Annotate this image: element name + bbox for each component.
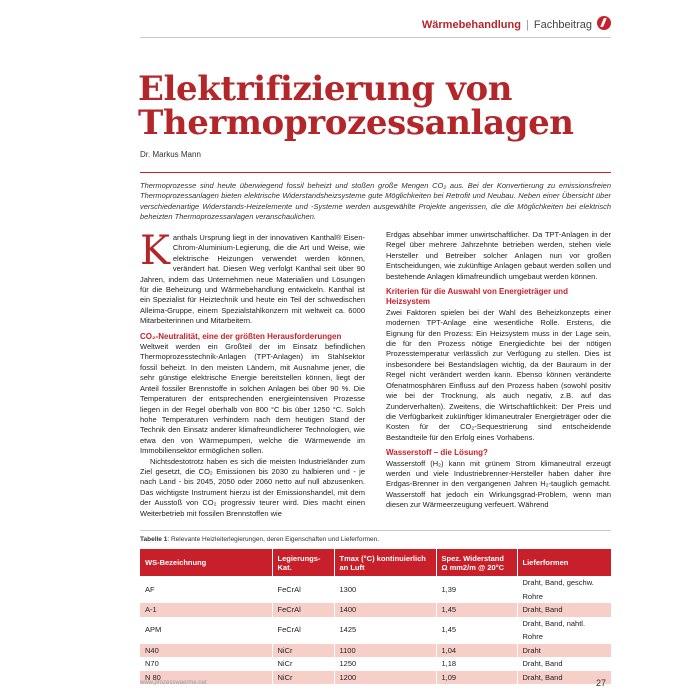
column-left: [140, 228, 365, 519]
table-cell: APM: [140, 617, 272, 644]
section-header: [422, 19, 592, 31]
header-divider: [140, 37, 611, 38]
table-cell: 1200: [334, 671, 436, 685]
table-header-row: [140, 549, 611, 576]
table-caption: [140, 536, 611, 543]
caption-text: : Relevante Heizleiterlegierungen, deren Eigenschaften und Lieferformen.: [167, 536, 380, 543]
table-cell: 1,09: [436, 671, 517, 685]
table-cell: 1300: [334, 576, 436, 603]
column-right: [386, 230, 611, 511]
intro-paragraph: [140, 228, 365, 327]
subheading-hydrogen: Wasserstoff – die Lösung?: [386, 448, 488, 458]
category-label: Fachbeitrag: [533, 19, 592, 31]
table-row: [140, 671, 611, 685]
section-label: Wärmebehandlung: [421, 19, 521, 31]
column-header: Lieferformen: [517, 549, 611, 576]
author-line: Dr. Markus Mann: [140, 150, 201, 159]
table-cell: N40: [140, 644, 272, 658]
drop-cap: K: [140, 228, 170, 274]
table-cell: 1,45: [436, 617, 517, 644]
table-cell: AF: [140, 576, 272, 603]
table-row: [140, 657, 611, 671]
table-cell: FeCrAl: [272, 617, 334, 644]
table-cell: 1,45: [436, 603, 517, 617]
table-cell: NiCr: [272, 657, 334, 671]
column-header: Spez. Widerstand Ω mm2/m @ 20°C: [436, 549, 517, 576]
table-cell: 1,04: [436, 644, 517, 658]
table-cell: Draht, Band: [517, 657, 611, 671]
caption-label: Tabelle 1: [140, 536, 168, 543]
table-cell: A-1: [140, 603, 272, 617]
body-paragraph: Zwei Faktoren spielen bei der Wahl des Beheizkonzepts einer modernen TPT-Anlage eine wesentliche Rolle. Erstens, die Eignung für den Prozess: Ein Heizsystem muss in der Lage sein, die für den Prozess nötige Energiedichte bei der nötigen Prozesstemperatur verlässlich zur Verfügung zu stellen. Dies ist insbesondere bei Bestandslagen wichtig, da der Bauraum in der Regel nicht verändert werden kann. Ebenso können veränderte Ofenatmosphären Einfluss auf den Prozess haben (sowohl positiv wie bei der Trocknung, als auch negativ, z.B. auf das Zunderverhalten). Zweitens, die Wirtschaftlichkeit: Der Preis und die Verfügbarkeit zukünftiger klimaneutraler Energieträger oder die Kosten für der CO₂-Sequestrierung sind entscheidende Bestandteile für den Erfolg eines Vorhabens.: [386, 307, 611, 442]
column-header: Legierungs-Kat.: [272, 549, 334, 576]
column-header: Tmax (°C) kontinuierlich an Luft: [334, 549, 436, 576]
body-paragraph: Erdgas absehbar immer unwirtschaftlicher. Da TPT-Anlagen in der Regel über mehrere Jahrzehnte betrieben werden, stehen viele Hersteller und Betreiber solcher Anlagen nun vor großen Entscheidungen, wie zukünftige Anlagen gebaut werden sollen und bestehende Anlagen klimafreundlich umgebaut werden können.: [386, 230, 611, 281]
table-cell: 1250: [334, 657, 436, 671]
table-cell: Draht: [517, 644, 611, 658]
header-separator: |: [525, 19, 529, 31]
table-cell: Draht, Band, geschw. Rohre: [517, 576, 611, 603]
table-row: [140, 603, 611, 617]
body-paragraph: Wasserstoff (H₂) kann mit grünem Strom klimaneutral erzeugt werden und viele Industriebrenner-Hersteller haben daher ihre Erdgas-Brenner in den vergangenen Jahren H₂-tauglich gemacht. Wasserstoff hat jedoch ein Wirkungsgrad-Problem, wenn man diesen zur Wärmeerzeugung verfeuert. Während: [386, 458, 611, 510]
body-paragraph: Weltweit werden ein Großteil der im Einsatz befindlichen Thermoprozesstechnik-Anlagen (TPT-Anlagen) im Stahlsektor fossil beheizt. In den meisten Ländern, mit Ausnahme jener, die sehr günstige elektrische Energie bereitstellen können, liegt der Anteil fossiler Brennstoffe in solchen Anlagen bei über 90 %. Die Temperaturen der entsprechenden energieintensiven Prozesse liegen in der Regel oberhalb von 800 °C bis über 1250 °C. Solch hohe Temperaturen verhindern nach dem heutigen Stand der Technik den Einsatz anderer klimafreundlicherer Technologien, wie etwa den von Wärmepumpen, welche die Wärmewende im Immobiliensektor ermöglichen sollen.: [140, 342, 365, 456]
table-cell: NiCr: [272, 644, 334, 658]
table-cell: N 80: [140, 671, 272, 685]
table-cell: NiCr: [272, 671, 334, 685]
table-cell: 1425: [334, 617, 436, 644]
table-cell: 1,18: [436, 657, 517, 671]
table-cell: Draht, Band: [517, 671, 611, 685]
subheading-co2: CO₂-Neutralität, eine der größten Herausforderungen: [140, 331, 342, 341]
table-cell: FeCrAl: [272, 576, 334, 603]
page-number: 27: [596, 678, 607, 688]
table-cell: FeCrAl: [272, 603, 334, 617]
table-cell: Draht, Band: [517, 603, 611, 617]
table-row: [140, 644, 611, 658]
table-cell: N70: [140, 657, 272, 671]
article-title: Elektrifizierung von Thermoprozessanlagen: [138, 69, 574, 143]
article-lead: Thermoprozesse sind heute überwiegend fossil beheizt und stoßen große Mengen CO₂ aus. Bei der Konvertierung zu emissionsfreien Thermoprozessanlagen bieten elektrische Widerstandsheizsysteme gute Möglichkeiten bei Retrofit und Neubau. Neben einer Übersicht über verschiedenartige Widerstands-Heizelemente und -Systeme werden ausgewählte Projekte angerissen, die die Möglichkeiten bei elektrisch beheizten Thermoprozessanlagen veranschaulichen.: [140, 181, 611, 222]
table-cell: 1,39: [436, 576, 517, 603]
table-divider: [140, 530, 611, 531]
table-row: [140, 576, 611, 603]
table-cell: Draht, Band, nahtl. Rohre: [517, 617, 611, 644]
column-header: WS-Bezeichnung: [140, 549, 272, 576]
body-paragraph: Nichtsdestotrotz haben es sich die meisten Industrieländer zum Ziel gesetzt, die CO₂ Emissionen bis 2030 zu halbieren und - je nach Land - bis 2045, 2050 oder 2060 netto auf null abzusenken. Das wichtigste Instrument hierzu ist der Emissionshandel, mit dem der Ausstoß von CO₂ progressiv teurer wird. Dies macht einen Weiterbetrieb mit fossilen Brennstoffen wie: [140, 456, 365, 518]
subheading-criteria: Kriterien für die Auswahl von Energieträger und Heizsystem: [386, 287, 568, 307]
footer-url: www.prozesswaerme.net: [140, 680, 207, 686]
publisher-logo-icon: [597, 16, 611, 30]
intro-text: anthals Ursprung liegt in der innovativen Kanthal® Eisen-Chrom-Aluminium-Legierung, die die Art und Weise, wie elektrische Heizungen verwendet werden können, verändert hat. Diesen Weg verfolgt Kanthal seit über 90 Jahren, indem das Unternehmen neue Materialien und Lösungen für die Beheizung und Wärmebehandlung entwickeln. Kanthal ist ein Spezialist für Heiztechnik und heute ein Teil der schwedischen Alleima-Gruppe, einem Spezialstahlkonzern mit weltweit ca. 6000 Mitarbeiterinnen und Mitarbeitern.: [140, 233, 365, 326]
table-row: [140, 617, 611, 644]
alloy-table: [140, 549, 611, 684]
lead-divider: [140, 172, 611, 173]
table-cell: 1100: [334, 644, 436, 658]
table-cell: 1400: [334, 603, 436, 617]
